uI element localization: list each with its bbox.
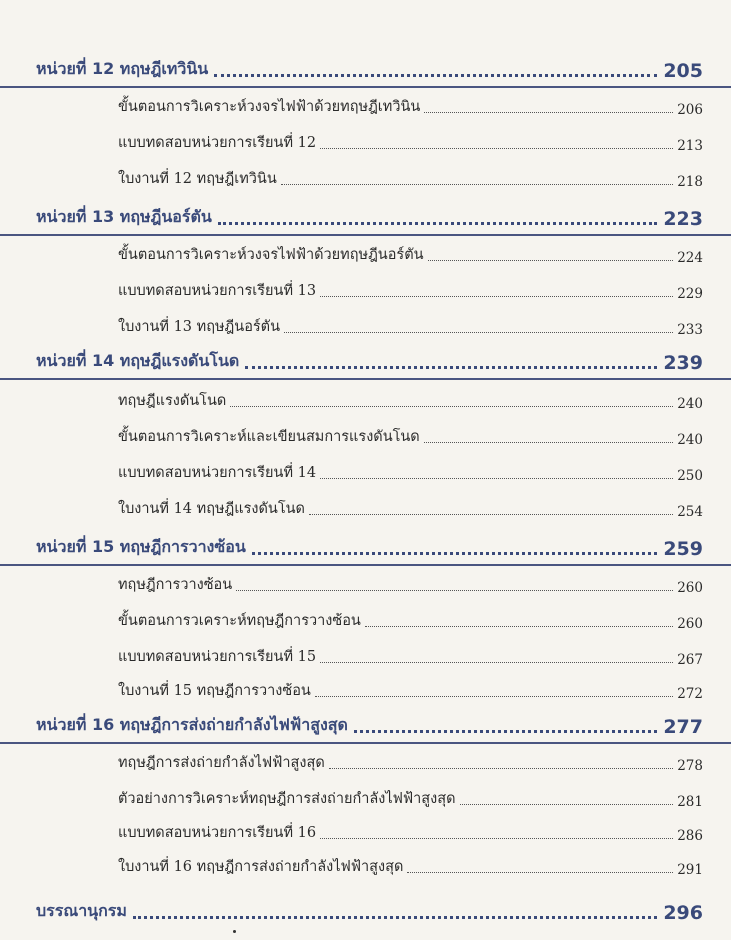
entry-page-number: 218 [677,174,703,190]
entry-title: แบบทดสอบหน่วยการเรียนที่ 16 [118,825,317,841]
dot-leader [236,590,673,591]
entry-title: ใบงานที่ 16 ทฤษฎีการส่งถ่ายกำลังไฟฟ้าสูงสุด [118,859,404,875]
entry-page-number: 240 [677,396,703,412]
entry-page-number: 260 [677,580,703,596]
toc-entry [118,676,703,702]
toc-entry [118,494,703,520]
toc-entry [118,128,703,154]
entry-page-number: 224 [677,250,703,266]
unit-title: หน่วยที่ 13 ทฤษฎีนอร์ตัน [36,207,212,226]
entry-page-number: 281 [677,794,703,810]
toc-unit-heading [36,344,703,374]
toc-entry [118,422,703,448]
entry-title: แบบทดสอบหน่วยการเรียนที่ 12 [118,135,317,151]
unit-divider [0,564,731,566]
entry-page-number: 229 [677,286,703,302]
entry-page-number: 213 [677,138,703,154]
unit-divider [0,86,731,88]
entry-page-number: 233 [677,322,703,338]
entry-page-number: 272 [677,686,703,702]
entry-title: ขั้นตอนการวิเคราะห์วงจรไฟฟ้าด้วยทฤษฎีนอร์ตัน [118,247,424,263]
dot-leader [365,626,673,627]
unit-page-number: 259 [663,538,703,560]
toc-entry [118,92,703,118]
unit-title: หน่วยที่ 15 ทฤษฎีการวางซ้อน [36,537,246,556]
unit-page-number: 223 [663,208,703,230]
unit-divider [0,378,731,380]
toc-unit-heading [36,708,703,738]
dot-leader [424,112,673,113]
toc-unit-heading [36,200,703,230]
dot-leader [133,916,657,919]
toc-entry [118,570,703,596]
entry-title: แบบทดสอบหน่วยการเรียนที่ 15 [118,649,317,665]
toc-entry [118,784,703,810]
unit-title: หน่วยที่ 16 ทฤษฎีการส่งถ่ายกำลังไฟฟ้าสูงสุด [36,715,348,734]
dot-leader [424,442,674,443]
unit-page-number: 205 [663,60,703,82]
entry-page-number: 254 [677,504,703,520]
entry-title: ใบงานที่ 13 ทฤษฎีนอร์ตัน [118,319,281,335]
dot-leader [320,296,673,297]
bibliography-title: บรรณานุกรม [36,901,127,920]
entry-title: ขั้นตอนการวิเคราะห์และเขียนสมการแรงดันโนด [118,429,420,445]
entry-page-number: 291 [677,862,703,878]
toc-entry [118,276,703,302]
dot-leader [284,332,673,333]
dot-leader [309,514,673,515]
unit-title: หน่วยที่ 14 ทฤษฎีแรงดันโนด [36,351,240,370]
toc-entry [118,818,703,844]
dot-leader [320,662,673,663]
dot-leader [407,872,673,873]
unit-page-number: 239 [663,352,703,374]
entry-title: ใบงานที่ 14 ทฤษฎีแรงดันโนด [118,501,305,517]
dot-leader [428,260,674,261]
dot-leader [245,366,657,369]
unit-divider [0,742,731,744]
dot-leader [460,804,674,805]
dot-leader [320,148,673,149]
toc-bibliography-heading [36,894,703,924]
dot-leader [218,222,658,225]
toc-entry [118,606,703,632]
toc-entry [118,642,703,668]
toc-entry [118,312,703,338]
entry-title: ขั้นตอนการวเคราะห์ทฤษฎีการวางซ้อน [118,613,361,629]
toc-unit-heading [36,530,703,560]
entry-page-number: 278 [677,758,703,774]
dot-leader [354,730,657,733]
unit-title: หน่วยที่ 12 ทฤษฎีเทวินิน [36,59,209,78]
toc-entry [118,458,703,484]
unit-divider [0,234,731,236]
entry-page-number: 206 [677,102,703,118]
entry-title: ทฤษฎีแรงดันโนด [118,393,227,409]
entry-page-number: 286 [677,828,703,844]
entry-title: ใบงานที่ 12 ทฤษฎีเทวินิน [118,171,277,187]
dot-leader [252,552,658,555]
dot-leader [281,184,673,185]
dot-leader [320,838,673,839]
unit-page-number: 277 [663,716,703,738]
entry-page-number: 267 [677,652,703,668]
entry-title: ทฤษฎีการส่งถ่ายกำลังไฟฟ้าสูงสุด [118,755,325,771]
dot-leader [315,696,673,697]
toc-entry [118,852,703,878]
toc-entry [118,164,703,190]
entry-title: ขั้นตอนการวิเคราะห์วงจรไฟฟ้าด้วยทฤษฎีเทวินิน [118,99,421,115]
dot-leader [320,478,673,479]
toc-unit-heading [36,52,703,82]
entry-page-number: 240 [677,432,703,448]
dot-leader [214,74,657,77]
dot-leader [230,406,673,407]
entry-page-number: 260 [677,616,703,632]
toc-entry [118,748,703,774]
print-speck [233,930,236,933]
entry-title: ตัวอย่างการวิเคราะห์ทฤษฎีการส่งถ่ายกำลังไฟฟ้าสูงสุด [118,791,456,807]
dot-leader [329,768,673,769]
entry-page-number: 250 [677,468,703,484]
toc-entry [118,386,703,412]
toc-entry [118,240,703,266]
entry-title: แบบทดสอบหน่วยการเรียนที่ 14 [118,465,317,481]
bibliography-page-number: 296 [663,902,703,924]
entry-title: ทฤษฎีการวางซ้อน [118,577,233,593]
entry-title: แบบทดสอบหน่วยการเรียนที่ 13 [118,283,317,299]
entry-title: ใบงานที่ 15 ทฤษฎีการวางซ้อน [118,683,311,699]
